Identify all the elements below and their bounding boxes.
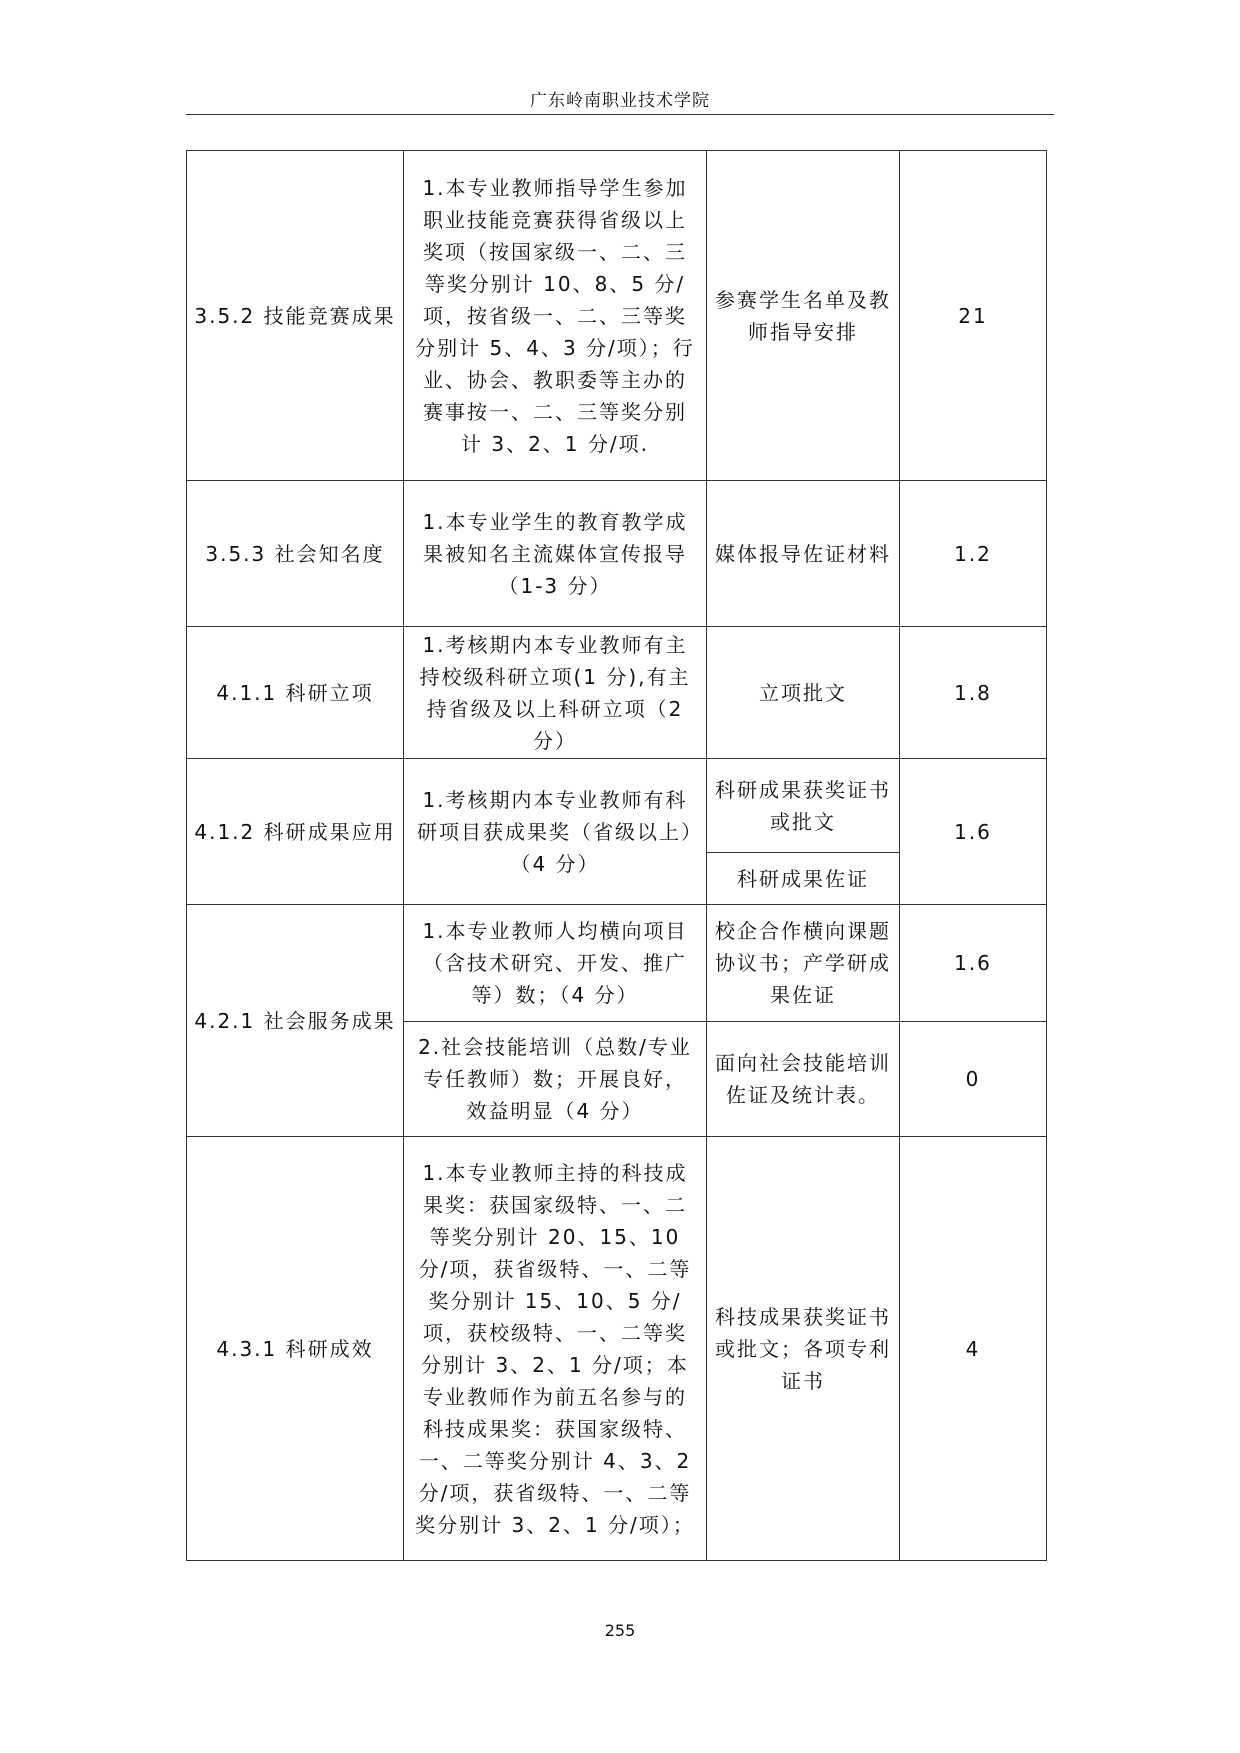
assessment-table	[186, 150, 1047, 1561]
table-row	[187, 627, 1047, 759]
criteria-cell: 2.社会技能培训（总数/专业专任教师）数；开展良好，效益明显（4 分）	[404, 1022, 707, 1137]
criteria-cell: 1.本专业教师主持的科技成果奖：获国家级特、一、二等奖分别计 20、15、10 分/项，获省级特、一、二等奖分别计 15、10、5 分/项，获校级特、一、二等奖分别计 3、2、1 分/项；本专业教师作为前五名参与的科技成果奖：获国家级特、一、二等奖分别计 4、3、2 分/项，获省级特、一、二等奖分别计 3、2、1 分/项）；	[404, 1137, 707, 1561]
criteria-cell: 1.本专业教师人均横向项目（含技术研究、开发、推广等）数；（4 分）	[404, 905, 707, 1022]
score-cell: 4	[900, 1137, 1047, 1561]
evidence-cell: 科研成果获奖证书或批文	[707, 759, 900, 853]
item-cell: 3.5.3 社会知名度	[187, 481, 404, 627]
score-cell: 1.8	[900, 627, 1047, 759]
table-row	[187, 481, 1047, 627]
item-cell: 4.1.2 科研成果应用	[187, 759, 404, 905]
item-cell: 4.3.1 科研成效	[187, 1137, 404, 1561]
criteria-cell: 1.本专业学生的教育教学成果被知名主流媒体宣传报导（1-3 分）	[404, 481, 707, 627]
header-divider	[186, 114, 1054, 115]
score-cell: 1.6	[900, 905, 1047, 1022]
table-row	[187, 151, 1047, 481]
table-row	[187, 759, 1047, 853]
page-number: 255	[604, 1621, 636, 1640]
criteria-cell: 1.考核期内本专业教师有科研项目获成果奖（省级以上）（4 分）	[404, 759, 707, 905]
evidence-cell: 校企合作横向课题协议书；产学研成果佐证	[707, 905, 900, 1022]
evidence-cell: 立项批文	[707, 627, 900, 759]
evidence-cell: 科研成果佐证	[707, 853, 900, 905]
score-cell: 0	[900, 1022, 1047, 1137]
item-cell: 4.2.1 社会服务成果	[187, 905, 404, 1137]
table-row	[187, 1137, 1047, 1561]
item-cell: 3.5.2 技能竞赛成果	[187, 151, 404, 481]
score-cell: 1.6	[900, 759, 1047, 905]
criteria-cell: 1.考核期内本专业教师有主持校级科研立项(1 分),有主持省级及以上科研立项（2 分）	[404, 627, 707, 759]
evidence-cell: 科技成果获奖证书或批文；各项专利证书	[707, 1137, 900, 1561]
evidence-cell: 参赛学生名单及教师指导安排	[707, 151, 900, 481]
score-cell: 21	[900, 151, 1047, 481]
item-cell: 4.1.1 科研立项	[187, 627, 404, 759]
evidence-cell: 媒体报导佐证材料	[707, 481, 900, 627]
evidence-cell: 面向社会技能培训佐证及统计表。	[707, 1022, 900, 1137]
document-header: 广东岭南职业技术学院	[530, 91, 710, 111]
score-cell: 1.2	[900, 481, 1047, 627]
table-row	[187, 905, 1047, 1022]
criteria-cell: 1.本专业教师指导学生参加职业技能竞赛获得省级以上奖项（按国家级一、二、三等奖分别计 10、8、5 分/项，按省级一、二、三等奖分别计 5、4、3 分/项）；行业、协会、教职委等主办的赛事按一、二、三等奖分别计 3、2、1 分/项.	[404, 151, 707, 481]
